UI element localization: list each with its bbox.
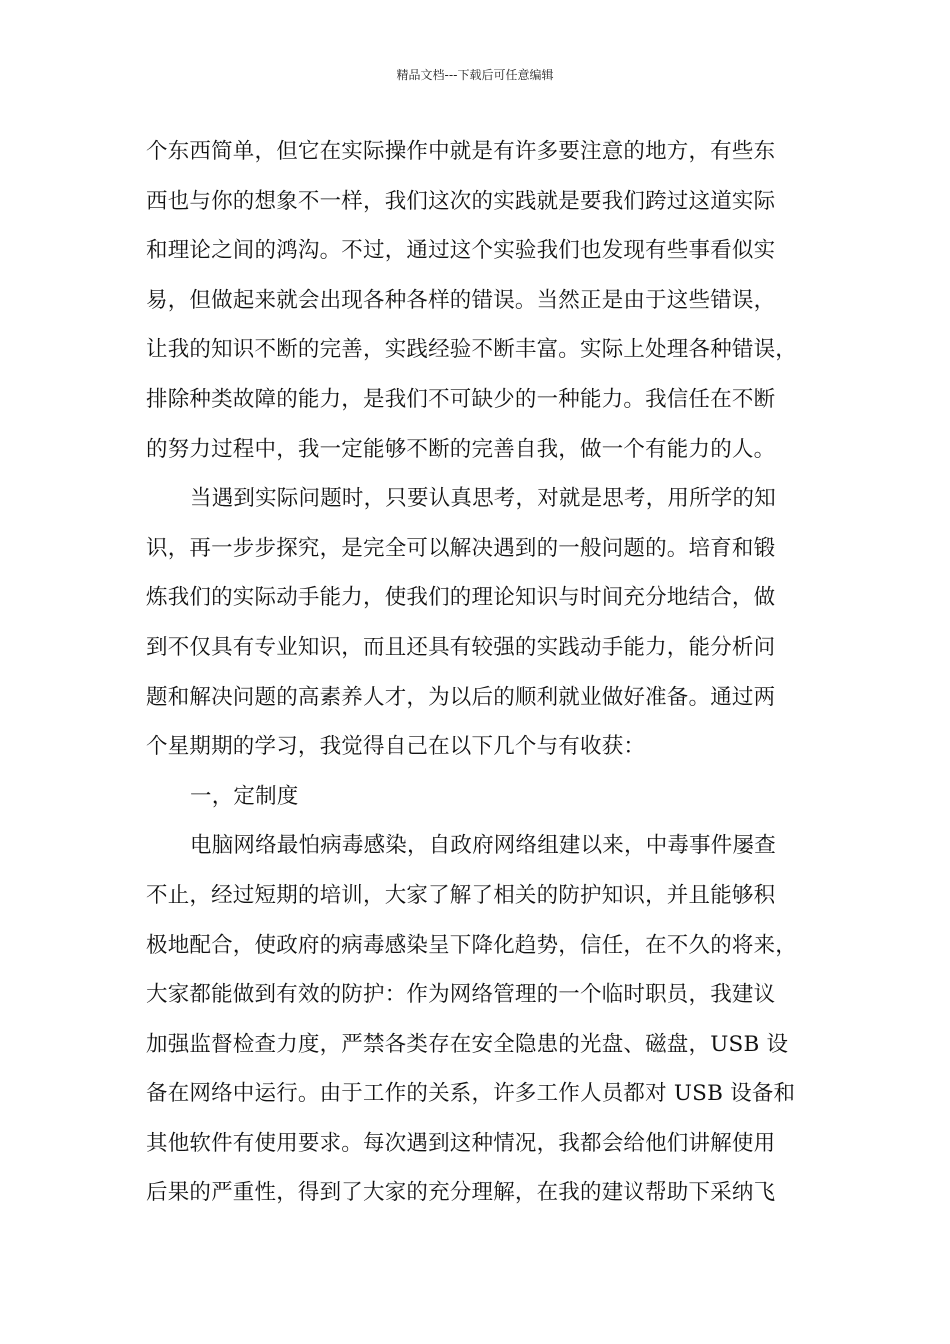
text-line: 易，但做起来就会出现各种各样的错误。当然正是由于这些错误， bbox=[146, 287, 776, 313]
paragraph-start-line: 电脑网络最怕病毒感染，自政府网络组建以来，中毒事件屡查 bbox=[190, 833, 776, 859]
text-line: 识，再一步步探究，是完全可以解决遇到的一般问题的。培育和锻 bbox=[146, 535, 776, 561]
section-heading: 一，定制度 bbox=[190, 783, 299, 809]
text-line: 备在网络中运行。由于工作的关系，许多工作人员都对 USB 设备和 bbox=[146, 1081, 796, 1107]
text-line: 和理论之间的鸿沟。不过，通过这个实验我们也发现有些事看似实 bbox=[146, 238, 776, 264]
text-line: 极地配合，使政府的病毒感染呈下降化趋势，信任，在不久的将来， bbox=[146, 932, 798, 958]
paragraph-start-line: 当遇到实际问题时，只要认真思考，对就是思考，用所学的知 bbox=[190, 486, 776, 512]
text-line: 不止，经过短期的培训，大家了解了相关的防护知识，并且能够积 bbox=[146, 882, 776, 908]
text-line: 到不仅具有专业知识，而且还具有较强的实践动手能力，能分析问 bbox=[146, 634, 776, 660]
text-line: 个东西简单，但它在实际操作中就是有许多要注意的地方，有些东 bbox=[146, 139, 776, 164]
text-line: 加强监督检查力度，严禁各类存在安全隐患的光盘、磁盘，USB 设 bbox=[146, 1031, 789, 1057]
text-line: 后果的严重性，得到了大家的充分理解，在我的建议帮助下采纳飞 bbox=[146, 1180, 776, 1206]
text-line: 排除种类故障的能力，是我们不可缺少的一种能力。我信任在不断 bbox=[146, 386, 776, 412]
text-line: 大家都能做到有效的防护：作为网络管理的一个临时职员，我建议 bbox=[146, 982, 776, 1008]
text-line: 让我的知识不断的完善，实践经验不断丰富。实际上处理各种错误， bbox=[146, 337, 798, 363]
text-line: 的努力过程中，我一定能够不断的完善自我，做一个有能力的人。 bbox=[146, 436, 776, 462]
text-line: 题和解决问题的高素养人才，为以后的顺利就业做好准备。通过两 bbox=[146, 684, 776, 710]
text-line: 其他软件有使用要求。每次遇到这种情况，我都会给他们讲解使用 bbox=[146, 1130, 776, 1156]
text-line: 个星期期的学习，我觉得自己在以下几个与有收获： bbox=[146, 734, 646, 760]
text-line: 西也与你的想象不一样，我们这次的实践就是要我们跨过这道实际 bbox=[146, 188, 776, 214]
text-line: 炼我们的实际动手能力，使我们的理论知识与时间充分地结合，做 bbox=[146, 585, 776, 611]
document-body bbox=[146, 134, 806, 1225]
page-header: 精品文档---下载后可任意编辑 bbox=[396, 68, 554, 82]
